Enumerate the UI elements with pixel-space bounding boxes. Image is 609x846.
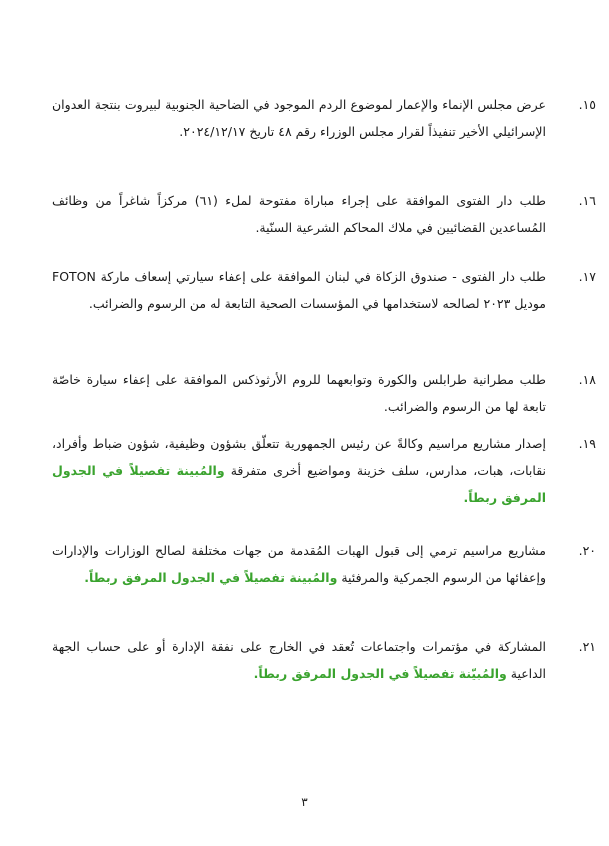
- page-number: ٣: [301, 795, 308, 809]
- agenda-item-18: [52, 366, 596, 420]
- item-number: ١٨.: [578, 372, 596, 387]
- item-number: ١٩.: [578, 436, 596, 451]
- item-number: ١٥.: [578, 97, 596, 112]
- agenda-item-20: [52, 537, 596, 591]
- agenda-item-21: [52, 633, 596, 687]
- item-highlight: والمُبيّنة تفصيلاً في الجدول المرفق ربطاً.: [253, 666, 507, 681]
- item-text: طلب دار الفتوى - صندوق الزكاة في لبنان الموافقة على إعفاء سيارتي إسعاف ماركة FOTON موديل ٢٠٢٣ لصالحه لاستخدامها في المؤسسات الصحية التابعة له من الرسوم والضرائب.: [52, 269, 546, 311]
- item-text: طلب مطرانية طرابلس والكورة وتوابعهما للروم الأرثوذكس الموافقة على إعفاء سيارة خاصّة تابعة لها من الرسوم والضرائب.: [52, 372, 546, 414]
- item-number: ١٧.: [578, 269, 596, 284]
- item-highlight: والمُبينة تفصيلاً في الجدول المرفق ربطاً.: [52, 463, 546, 505]
- item-number: ٢١.: [578, 639, 596, 654]
- item-text: المشاركة في مؤتمرات واجتماعات تُعقد في الخارج على نفقة الإدارة أو على حساب الجهة الداعية: [52, 639, 546, 681]
- item-text: طلب دار الفتوى الموافقة على إجراء مباراة مفتوحة لملء (٦١) مركزاً شاغراً من وظائف المُساعدين القضائيين في ملاك المحاكم الشرعية السنّية.: [52, 193, 546, 235]
- agenda-item-16: [52, 187, 596, 241]
- item-text: إصدار مشاريع مراسيم وكالةً عن رئيس الجمهورية تتعلّق بشؤون وظيفية، شؤون ضباط وأفراد، نقابات، هبات، مدارس، سلف خزينة ومواضيع أخرى متفرقة: [52, 436, 546, 478]
- item-number: ٢٠.: [578, 543, 596, 558]
- item-text: مشاريع مراسيم ترمي إلى قبول الهبات المُقدمة من جهات مختلفة لصالح الوزارات والإدارات وإعفائها من الرسوم الجمركية والمرفئية: [52, 543, 546, 585]
- agenda-item-15: [52, 91, 596, 145]
- agenda-item-17: [52, 263, 596, 317]
- item-text: عرض مجلس الإنماء والإعمار لموضوع الردم الموجود في الضاحية الجنوبية لبيروت بنتجة العدوان الإسرائيلي الأخير تنفيذاً لقرار مجلس الوزراء رقم ٤٨ تاريخ ٢٠٢٤/١٢/١٧.: [52, 97, 546, 139]
- agenda-item-19: [52, 430, 596, 511]
- item-highlight: والمُبينة تفصيلاً في الجدول المرفق ربطاً.: [84, 570, 338, 585]
- item-number: ١٦.: [578, 193, 596, 208]
